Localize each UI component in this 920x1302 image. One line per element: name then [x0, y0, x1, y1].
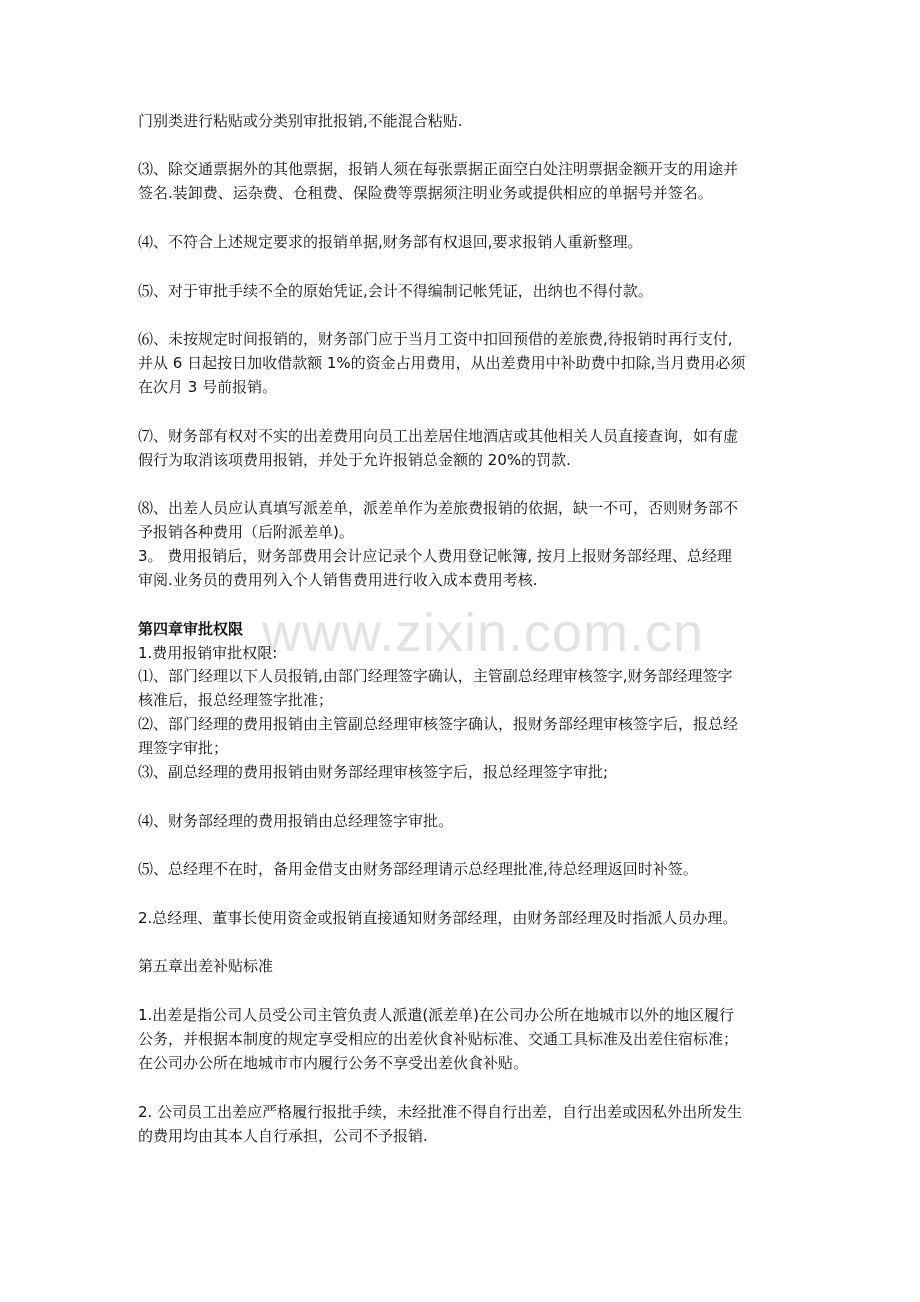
- text-line: ⑸、对于审批手续不全的原始凭证,会计不得编制记帐凭证，出纳也不得付款。: [138, 282, 653, 300]
- text-line: 门别类进行粘贴或分类别审批报销,不能混合粘贴.: [138, 112, 463, 130]
- watermark: www.zixin.com.cn: [262, 603, 705, 663]
- text-line: 审阅.业务员的费用列入个人销售费用进行收入成本费用考核.: [138, 571, 538, 589]
- text-line: 的费用均由其本人自行承担，公司不予报销.: [138, 1127, 428, 1145]
- text-line: ⑷、财务部经理的费用报销由总经理签字审批。: [138, 812, 454, 830]
- chapter-heading: 第五章出差补贴标准: [138, 957, 274, 975]
- text-line: ⑸、总经理不在时，备用金借支由财务部经理请示总经理批准,待总经理返回时补签。: [138, 860, 698, 878]
- text-line: 并从 6 日起按日加收借款额 1%的资金占用费用，从出差费用中补助费中扣除,当月费用必须: [138, 354, 746, 372]
- text-line: ⑴、部门经理以下人员报销,由部门经理签字确认，主管副总经理审核签字,财务部经理签字: [138, 667, 733, 685]
- text-line: 签名.装卸费、运杂费、仓租费、保险费等票据须注明业务或提供相应的单据号并签名。: [138, 184, 713, 202]
- text-line: 2. 公司员工出差应严格履行报批手续，未经批准不得自行出差，自行出差或因私外出所发生: [138, 1103, 743, 1121]
- text-line: 在次月 3 号前报销。: [138, 378, 278, 396]
- text-line: 3。 费用报销后，财务部费用会计应记录个人费用登记帐簿, 按月上报财务部经理、总经理: [138, 547, 732, 565]
- text-line: ⑹、未按规定时间报销的，财务部门应于当月工资中扣回预借的差旅费,待报销时再行支付,: [138, 330, 733, 348]
- text-line: ⑶、除交通票据外的其他票据，报销人须在每张票据正面空白处注明票据金额开支的用途并: [138, 160, 739, 178]
- text-line: 假行为取消该项费用报销，并处于允许报销总金额的 20%的罚款.: [138, 451, 571, 469]
- text-line: 1.出差是指公司人员受公司主管负责人派遣(派差单)在公司办公所在地城市以外的地区履行: [138, 1006, 735, 1024]
- text-line: ⑵、部门经理的费用报销由主管副总经理审核签字确认，报财务部经理审核签字后，报总经: [138, 715, 739, 733]
- text-line: 予报销各种费用（后附派差单)。: [138, 523, 354, 541]
- text-line: 理签字审批；: [138, 739, 229, 757]
- text-line: 2.总经理、董事长使用资金或报销直接通知财务部经理，由财务部经理及时指派人员办理。: [138, 909, 738, 927]
- text-line: 核准后，报总经理签字批准；: [138, 691, 334, 709]
- text-line: 在公司办公所在地城市市内履行公务不享受出差伙食补贴。: [138, 1054, 529, 1072]
- text-line: 公务，并根据本制度的规定享受相应的出差伙食补贴标准、交通工具标准及出差住宿标准；: [138, 1030, 739, 1048]
- text-line: ⑻、出差人员应认真填写派差单，派差单作为差旅费报销的依据，缺一不可，否则财务部不: [138, 499, 739, 517]
- text-line: ⑶、副总经理的费用报销由财务部经理审核签字后，报总经理签字审批;: [138, 763, 609, 781]
- text-line: ⑷、不符合上述规定要求的报销单据,财务部有权退回,要求报销人重新整理。: [138, 233, 643, 251]
- text-line: ⑺、财务部有权对不实的出差费用向员工出差居住地酒店或其他相关人员直接查询，如有虚: [138, 427, 739, 445]
- text-line: 1.费用报销审批权限:: [138, 644, 278, 662]
- chapter-heading: 第四章审批权限: [138, 620, 244, 638]
